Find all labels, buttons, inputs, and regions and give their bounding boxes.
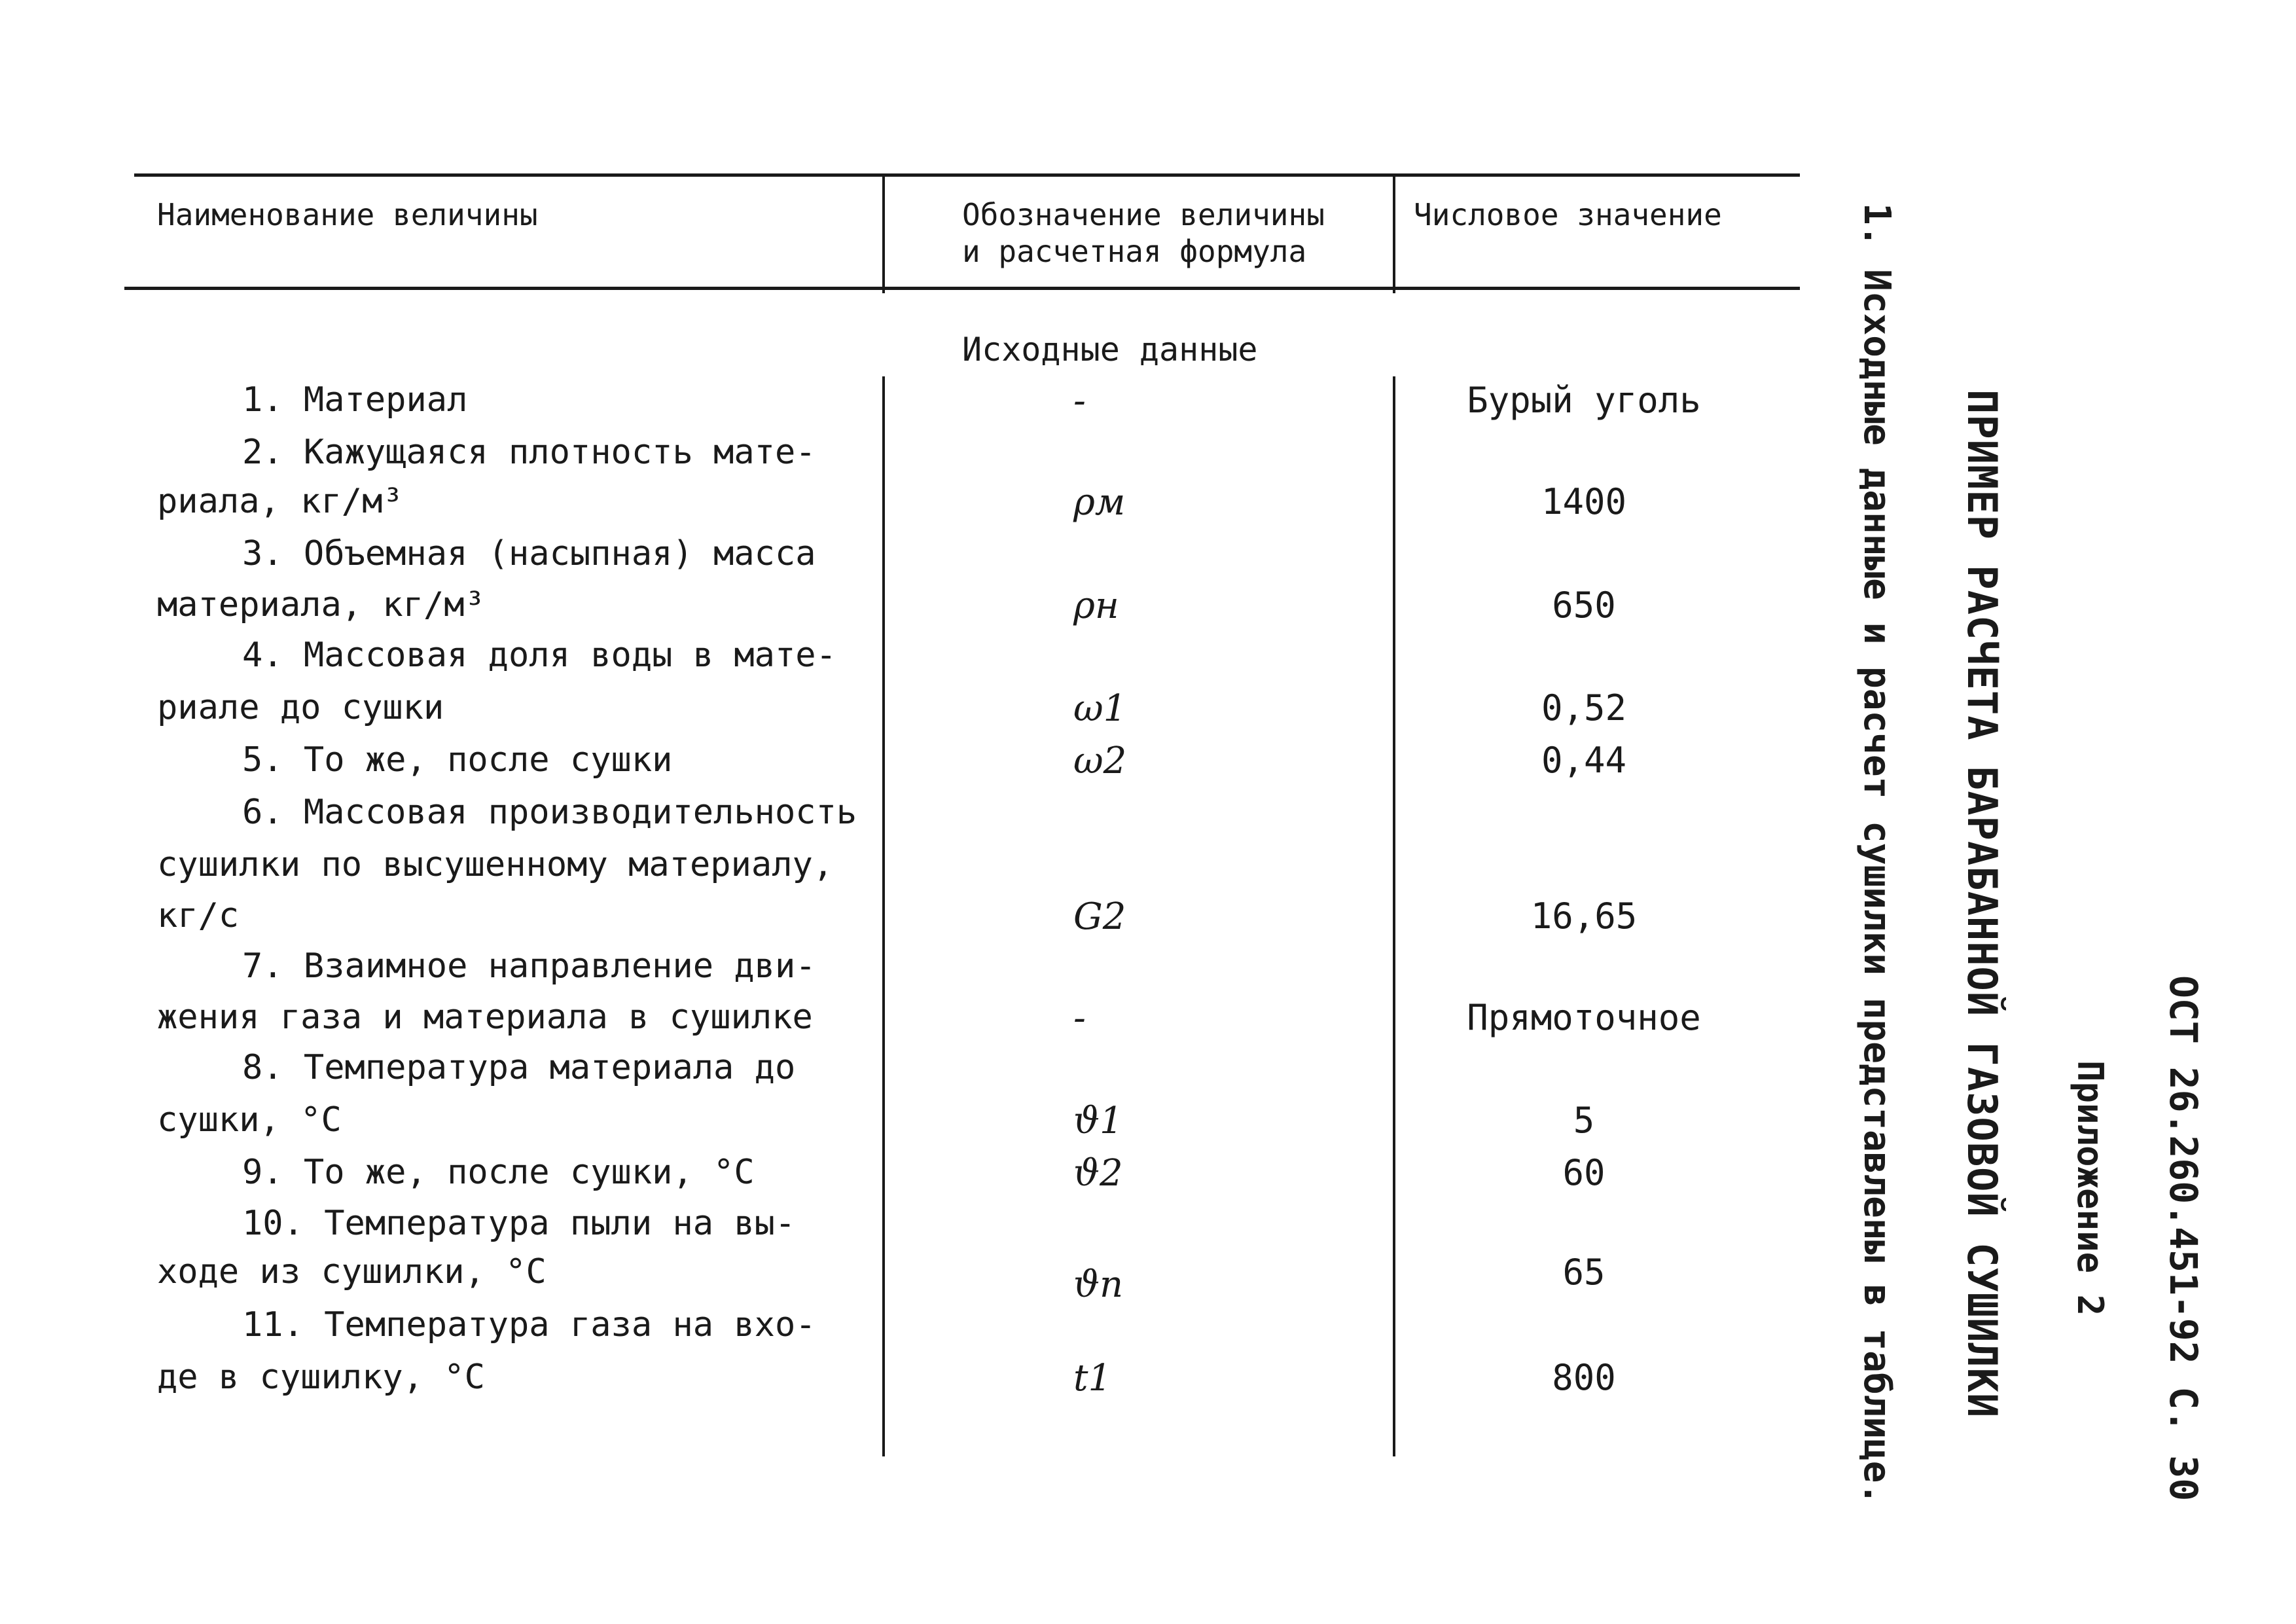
row-symbol: ρм xyxy=(1073,481,1126,524)
row-name-line: 9. То же, после сушки, °С xyxy=(242,1153,755,1192)
row-value: 650 xyxy=(1552,585,1616,626)
row-name-line: де в сушилку, °С xyxy=(157,1358,485,1397)
doc-code-vertical: ОСТ 26.260.451-92 С. 30 xyxy=(2161,975,2206,1502)
row-name-line: 7. Взаимное направление дви- xyxy=(242,947,816,986)
row-symbol: ω1 xyxy=(1073,687,1127,730)
document-title-vertical: ПРИМЕР РАСЧЕТА БАРАБАННОЙ ГАЗОВОЙ СУШИЛКИ xyxy=(1958,389,2006,1418)
row-value: 800 xyxy=(1552,1357,1616,1398)
row-name-line: кг/с xyxy=(157,896,240,935)
table-header-rule xyxy=(124,287,1800,290)
row-name-line: 11. Температура газа на вхо- xyxy=(242,1305,816,1344)
row-value: 60 xyxy=(1562,1152,1605,1193)
row-value: Бурый уголь xyxy=(1467,380,1701,421)
row-value: 0,52 xyxy=(1541,687,1627,729)
header-col-value: Числовое значение xyxy=(1414,197,1722,232)
row-symbol: ϑ1 xyxy=(1073,1100,1123,1142)
row-symbol: - xyxy=(1073,997,1086,1039)
row-value: Прямоточное xyxy=(1467,997,1701,1038)
row-value: 1400 xyxy=(1541,481,1627,522)
row-name-line: риала, кг/м³ xyxy=(157,482,403,521)
row-symbol: G2 xyxy=(1073,895,1126,938)
row-symbol: ρн xyxy=(1073,585,1119,627)
row-symbol: ϑ2 xyxy=(1073,1152,1123,1195)
row-name-line: 4. Массовая доля воды в мате- xyxy=(242,636,836,675)
row-name-line: материала, кг/м³ xyxy=(157,585,485,624)
row-name-line: сушилки по высушенному материалу, xyxy=(157,845,834,884)
header-col-symbol: Обозначение величины и расчетная формула xyxy=(962,197,1325,269)
column-divider-2 xyxy=(1393,376,1395,1456)
row-name-line: 5. То же, после сушки xyxy=(242,740,673,780)
row-name-line: сушки, °С xyxy=(157,1100,342,1140)
header-divider-1 xyxy=(882,175,885,293)
row-name-line: 1. Материал xyxy=(242,380,468,420)
section-heading-vertical: 1. Исходные данные и расчет сушилки представлены в таблице. xyxy=(1856,203,1898,1506)
row-name-line: жения газа и материала в сушилке xyxy=(157,998,813,1037)
row-symbol: ω2 xyxy=(1073,740,1127,782)
row-value: 16,65 xyxy=(1530,895,1638,937)
appendix-label-vertical: Приложение 2 xyxy=(2070,1060,2111,1316)
header-divider-2 xyxy=(1393,175,1395,293)
row-name-line: ходе из сушилки, °С xyxy=(157,1252,547,1291)
row-name-line: риале до сушки xyxy=(157,688,444,727)
row-name-line: 8. Температура материала до xyxy=(242,1048,796,1087)
row-name-line: 3. Объемная (насыпная) масса xyxy=(242,534,816,573)
row-value: 0,44 xyxy=(1541,740,1627,781)
row-name-line: 6. Массовая производительность xyxy=(242,793,857,832)
row-value: 5 xyxy=(1573,1100,1595,1141)
row-symbol: - xyxy=(1073,380,1086,422)
row-symbol: t1 xyxy=(1073,1357,1112,1399)
header-col-name: Наименование величины xyxy=(157,197,538,232)
row-symbol: ϑп xyxy=(1073,1263,1124,1306)
row-name-line: 10. Температура пыли на вы- xyxy=(242,1204,796,1243)
row-value: 65 xyxy=(1562,1252,1605,1293)
table-top-rule xyxy=(134,173,1800,177)
section-title: Исходные данные xyxy=(962,331,1258,369)
row-name-line: 2. Кажущаяся плотность мате- xyxy=(242,433,816,472)
column-divider-1 xyxy=(882,376,885,1456)
